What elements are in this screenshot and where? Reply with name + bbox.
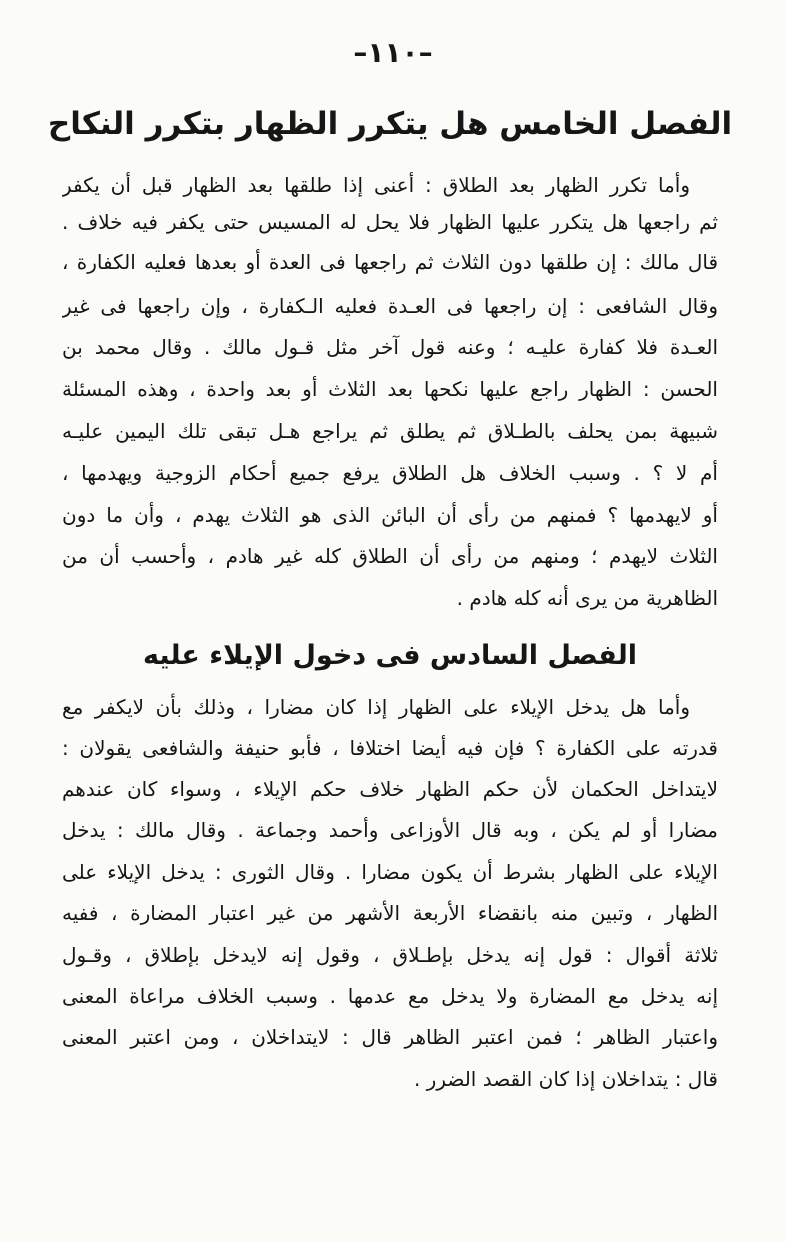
section-5-line: شبيهة بمن يحلف بالطـلاق ثم يطلق ثم يراجع هـل تبقى تلك اليمين عليـه xyxy=(62,419,718,443)
section-6-line: الظهار ، وتبين منه بانقضاء الأربعة الأشهر من غير اعتبار المضارة ، ففيه xyxy=(62,901,718,925)
section-6-line: الإيلاء على الظهار بشرط أن يكون مضارا . وقال الثورى : يدخل الإيلاء على xyxy=(62,860,718,884)
section-6-line: إنه يدخل مع المضارة ولا يدخل مع عدمها . وسبب الخلاف مراعاة المعنى xyxy=(62,984,718,1008)
section-5-line: العـدة فلا كفارة عليـه ؛ وعنه قول آخر مثل قـول مالك . وقال محمد بن xyxy=(62,335,718,359)
section-5-line: الظاهرية من يرى أنه كله هادم . xyxy=(456,586,718,610)
section-5-line: الحسن : الظهار راجع عليها نكحها بعد الثلاث أو بعد واحدة ، وهذه المسئلة xyxy=(62,377,718,401)
section-5-line: أم لا ؟ . وسبب الخلاف هل الطلاق يرفع جميع أحكام الزوجية ويهدمها ، xyxy=(62,461,718,485)
section-5-line: ثم راجعها هل يتكرر عليها الظهار فلا يحل له المسيس حتى يكفر فيه خلاف . xyxy=(62,210,718,234)
section-6-line: قدرته على الكفارة ؟ فإن فيه أيضا اختلافا ، فأبو حنيفة والشافعى يقولان : xyxy=(62,736,718,760)
section-5-line: أو لايهدمها ؟ فمنهم من رأى أن البائن الذى هو الثلاث يهدم ، وأن ما دون xyxy=(62,503,718,527)
section-5-line: وأما تكرر الظهار بعد الطلاق : أعنى إذا طلقها بعد الظهار قبل أن يكفر xyxy=(62,173,690,197)
section-6-line: ثلاثة أقوال : قول إنه يدخل بإطـلاق ، وقول إنه لايدخل بإطلاق ، وقـول xyxy=(62,943,718,967)
section-5-line: الثلاث لايهدم ؛ ومنهم من رأى أن الطلاق كله غير هادم ، وأحسب أن من xyxy=(62,544,718,568)
section-6-line: واعتبار الظاهر ؛ فمن اعتبر الظاهر قال : لايتداخلان ، ومن اعتبر المعنى xyxy=(62,1025,718,1049)
section-5-line: وقال الشافعى : إن راجعها فى العـدة فعليه الـكفارة ، وإن راجعها فى غير xyxy=(62,294,718,318)
section-6-title: الفصل السادس فى دخول الإيلاء عليه xyxy=(143,640,637,671)
section-6-line: وأما هل يدخل الإيلاء على الظهار إذا كان مضارا ، وذلك بأن لايكفر مع xyxy=(62,695,690,719)
section-5-line: قال مالك : إن طلقها دون الثلاث ثم راجعها فى العدة أو بعدها فعليه الكفارة ، xyxy=(62,250,718,274)
section-5-title: الفصل الخامس هل يتكرر الظهار بتكرر النكاح xyxy=(47,106,733,142)
section-6-line: قال : يتداخلان إذا كان القصد الضرر . xyxy=(413,1067,718,1091)
section-6-line: لايتداخل الحكمان لأن حكم الظهار خلاف حكم الإيلاء ، وسواء كان عندهم xyxy=(62,777,718,801)
section-6-line: مضارا أو لم يكن ، وبه قال الأوزاعى وأحمد وجماعة . وقال مالك : يدخل xyxy=(62,818,718,842)
page-number: –١١٠– xyxy=(353,36,433,69)
